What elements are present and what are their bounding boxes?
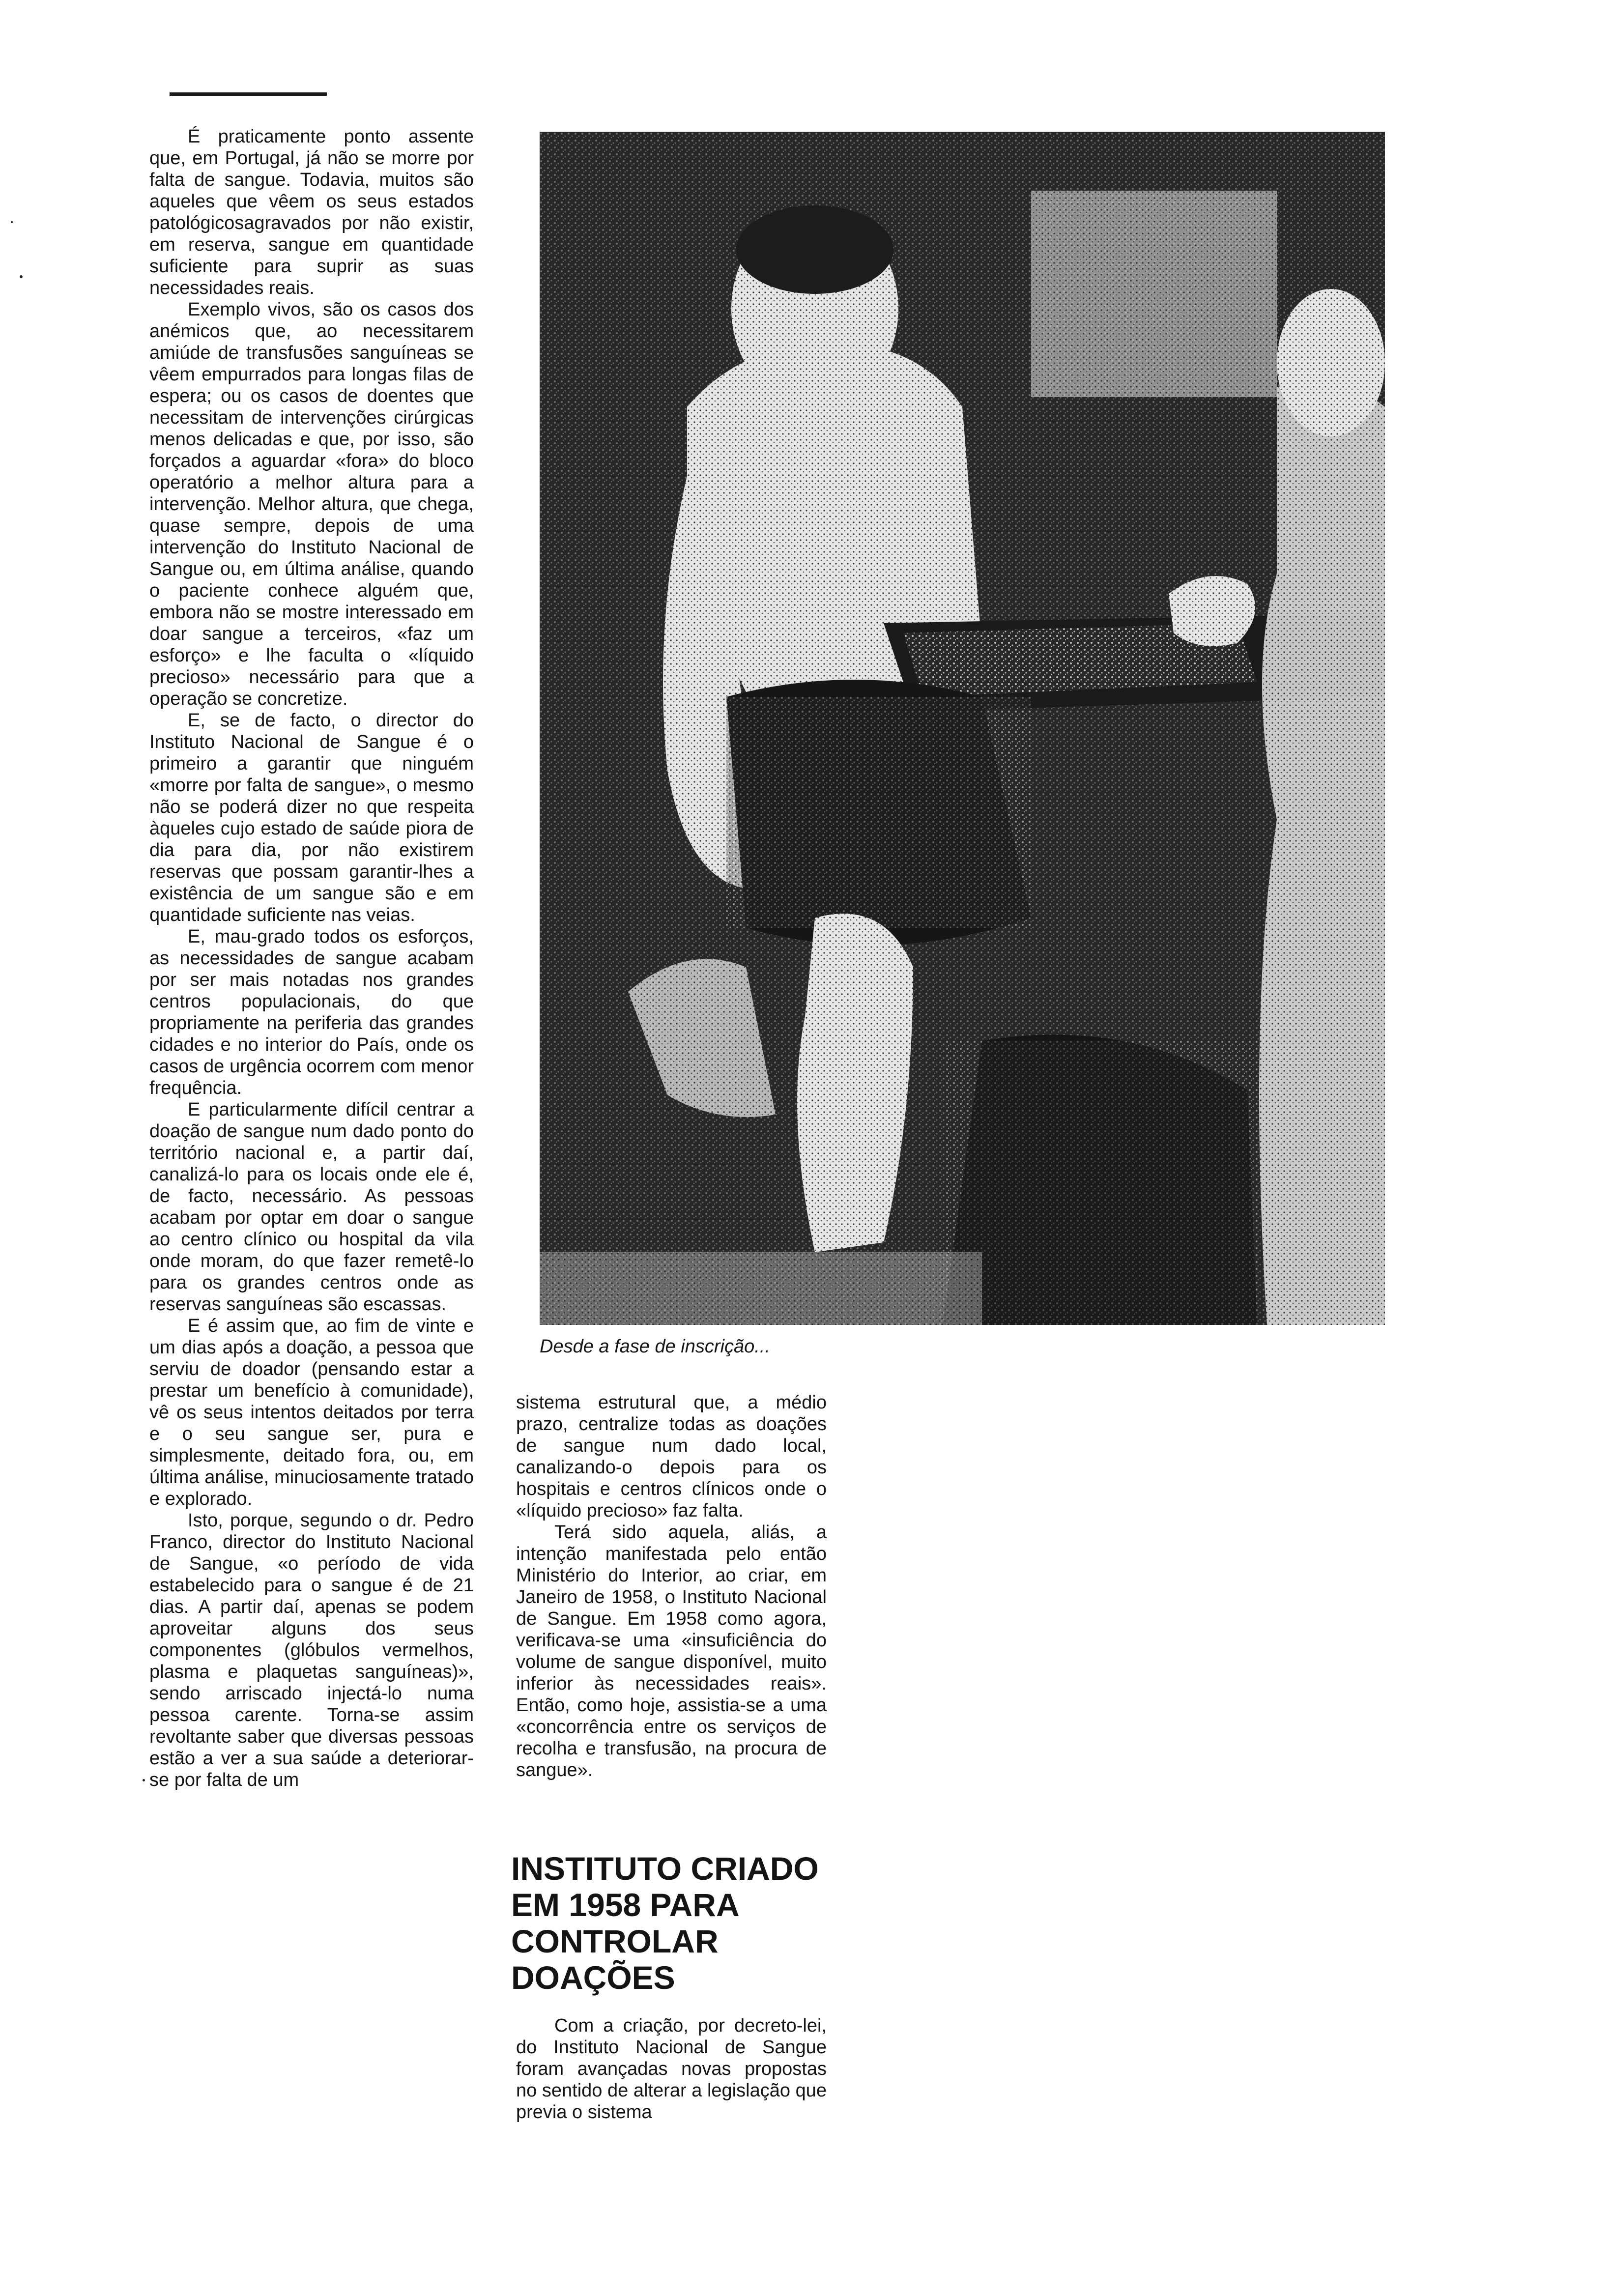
scan-speck [11, 221, 13, 223]
paragraph: Terá sido aquela, aliás, a intenção manifestada pelo então Ministério do Interior, ao criar, em Janeiro de 1958, o Instituto Nacional de Sangue. Em 1958 como agora, verificava-se uma «insuficiência do volume de sangue disponível, muito inferior às necessidades reais». Então, como hoje, assistia-se a uma «concorrência entre os serviços de recolha e transfusão, na procura de sangue». [516, 1522, 827, 1780]
scan-speck [20, 275, 23, 278]
paragraph: Com a criação, por decreto-lei, do Instituto Nacional de Sangue foram avançadas novas propostas no sentido de alterar a legislação que previa o sistema [516, 2015, 827, 2123]
scan-speck [143, 1779, 145, 1781]
section-heading: INSTITUTO CRIADO EM 1958 PARA CONTROLAR DOAÇÕES [511, 1850, 819, 1996]
paragraph: sistema estrutural que, a médio prazo, centralize todas as doações de sangue num dado local, canalizando-o depois para os hospitais e centros clínicos onde o «líquido precioso» faz falta. [516, 1392, 827, 1521]
right-text-column [516, 1392, 827, 1781]
paragraph: E, mau-grado todos os esforços, as necessidades de sangue acabam por ser mais notadas nos grandes centros populacionais, do que propriamente na periferia das grandes cidades e no interior do País, onde os casos de urgência ocorrem com menor frequência. [149, 926, 474, 1098]
paragraph: Exemplo vivos, são os casos dos anémicos que, ao necessitarem amiúde de transfusões sanguíneas se vêem empurrados para longas filas de espera; ou os casos de doentes que necessitam de intervenções cirúrgicas menos delicadas e que, por isso, são forçados a aguardar «fora» do bloco operatório a melhor altura para a intervenção. Melhor altura, que chega, quase sempre, depois de uma intervenção do Instituto Nacional de Sangue ou, em última análise, quando o paciente conhece alguém que, embora não se mostre interessado em doar sangue a terceiros, «faz um esforço» e lhe faculta o «líquido precioso» necessário para que a operação se concretize. [149, 299, 474, 709]
article-photo [540, 132, 1385, 1325]
paragraph: Isto, porque, segundo o dr. Pedro Franco, director do Instituto Nacional de Sangue, «o período de vida estabelecido para o sangue é de 21 dias. A partir daí, apenas se podem aproveitar alguns dos seus componentes (glóbulos vermelhos, plasma e plaquetas sanguíneas)», sendo arriscado injectá-lo numa pessoa carente. Torna-se assim revoltante saber que diversas pessoas estão a ver a sua saúde a deteriorar-se por falta de um [149, 1510, 474, 1790]
paragraph: E é assim que, ao fim de vinte e um dias após a doação, a pessoa que serviu de doador (pensando estar a prestar um benefício à comunidade), vê os seus intentos deitados por terra e o seu sangue ser, pura e simplesmente, deitado fora, ou, em última análise, minuciosamente tratado e explorado. [149, 1316, 474, 1509]
paragraph: É praticamente ponto assente que, em Portugal, já não se morre por falta de sangue. Todavia, muitos são aqueles que vêem os seus estados patológicosagravados por não existir, em reserva, sangue em quantidade suficiente para suprir as suas necessidades reais. [149, 126, 474, 298]
paragraph: E, se de facto, o director do Instituto Nacional de Sangue é o primeiro a garantir que ninguém «morre por falta de sangue», o mesmo não se poderá dizer no que respeita àqueles cujo estado de saúde piora de dia para dia, por não existirem reservas que possam garantir-lhes a existência de um sangue são e em quantidade suficiente nas veias. [149, 710, 474, 925]
top-rule [170, 92, 327, 96]
left-text-column [149, 126, 474, 2141]
paragraph: E particularmente difícil centrar a doação de sangue num dado ponto do território nacional e, a partir daí, canalizá-lo para os locais onde ele é, de facto, necessário. As pessoas acabam por optar em doar o sangue ao centro clínico ou hospital da vila onde moram, do que fazer remetê-lo para os grandes centros onde as reservas sanguíneas são escassas. [149, 1099, 474, 1315]
right-text-column-continued [516, 2015, 827, 2123]
photo-caption: Desde a fase de inscrição... [540, 1336, 770, 1357]
photo-illustration [540, 132, 1385, 1325]
